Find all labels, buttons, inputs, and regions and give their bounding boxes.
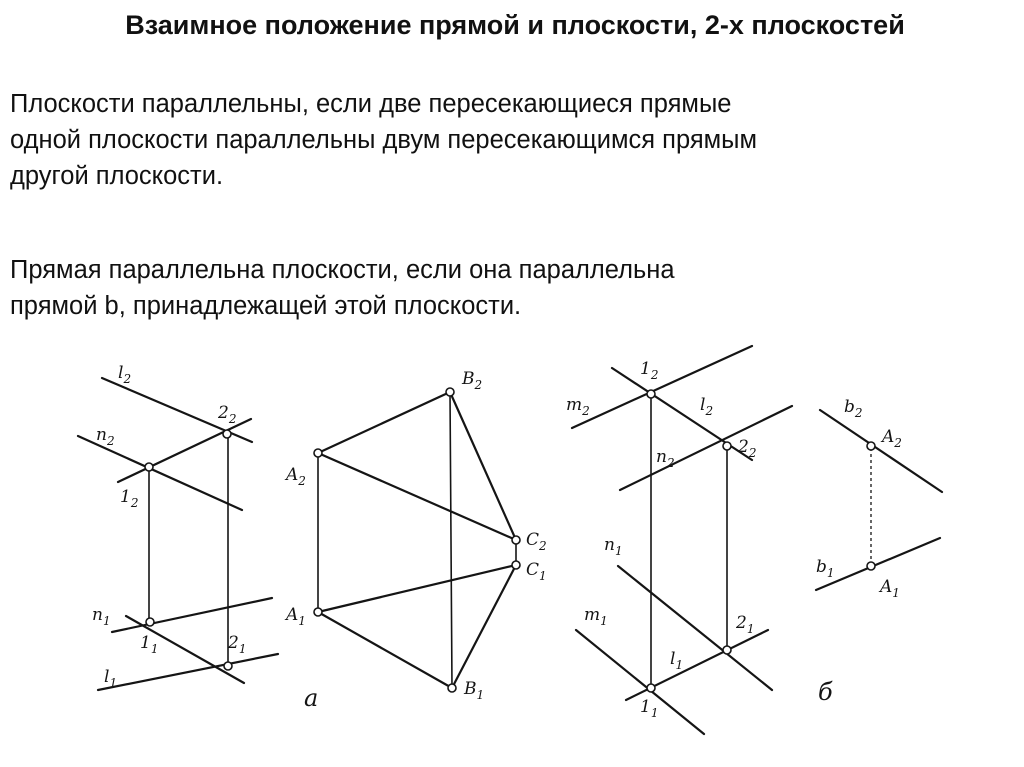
point-1-1 (146, 618, 154, 626)
paragraph-parallel-planes: Плоскости параллельны, если две пересекающиеся прямые одной плоскости параллельны двум пересекающимся прямым другой плоскости. (10, 90, 758, 190)
label-2-1: $2_1$ (228, 633, 247, 656)
label-1-2: $1_2$ (120, 487, 139, 510)
edge-A2-C2 (318, 453, 516, 540)
point-1-2 (647, 390, 655, 398)
label-A2: $A_2$ (882, 427, 902, 450)
point-2-2 (223, 430, 231, 438)
projection-link-B (450, 392, 452, 688)
edge-C1-B1 (452, 565, 516, 688)
label-C2: $C_2$ (526, 530, 547, 553)
line-n2 (78, 436, 242, 510)
point-A2 (314, 449, 322, 457)
label-b2: $b_2$ (844, 397, 863, 420)
label-A1: $A_1$ (286, 605, 306, 628)
line-m2 (572, 346, 752, 428)
edge-A1-B1 (318, 612, 452, 688)
point-A1 (314, 608, 322, 616)
paragraph-line-parallel-plane: Прямая параллельна плоскости, если она параллельна прямой b, принадлежащей этой плоскости. (10, 256, 675, 320)
line-b2 (820, 410, 942, 492)
figure-a-triangle (314, 388, 520, 692)
point-2-1 (224, 662, 232, 670)
line-l2 (620, 406, 792, 490)
label-B2: $B_2$ (462, 369, 483, 392)
point-1-1 (647, 684, 655, 692)
label-n1: $n_1$ (604, 535, 623, 558)
label-1-2: $1_2$ (640, 359, 659, 382)
point-B1 (448, 684, 456, 692)
label-l2: $l_2$ (700, 395, 714, 418)
label-1-1: $1_1$ (640, 697, 659, 720)
figure-a-left-construction (78, 378, 278, 690)
point-1-2 (145, 463, 153, 471)
label-2-2: $2_2$ (218, 403, 237, 426)
point-2-2 (723, 442, 731, 450)
line-l1 (98, 654, 278, 690)
label-l1: $l_1$ (670, 649, 684, 672)
caption-b: б (818, 678, 833, 706)
label-m2: $m_2$ (566, 395, 590, 418)
label-n2: $n_2$ (656, 447, 675, 470)
line-m1 (576, 630, 704, 734)
label-l2: $l_2$ (118, 363, 132, 386)
figure-b-line-b (816, 410, 942, 590)
label-B1: $B_1$ (464, 679, 485, 702)
label-2-2: $2_2$ (738, 437, 757, 460)
label-l1: $l_1$ (104, 667, 118, 690)
label-n2: $n_2$ (96, 425, 115, 448)
point-B2 (446, 388, 454, 396)
label-1-1: $1_1$ (140, 633, 159, 656)
label-A2: $A_2$ (286, 465, 306, 488)
label-C1: $C_1$ (526, 560, 547, 583)
label-2-1: $2_1$ (736, 613, 755, 636)
point-C2 (512, 536, 520, 544)
point-A1 (867, 562, 875, 570)
caption-a: а (304, 684, 319, 712)
line-2-2-to-1-2 (118, 419, 251, 482)
point-2-1 (723, 646, 731, 654)
label-b1: $b_1$ (816, 557, 835, 580)
line-b1 (816, 538, 940, 590)
point-A2 (867, 442, 875, 450)
label-A1: $A_1$ (880, 577, 900, 600)
label-m1: $m_1$ (584, 605, 608, 628)
line-n1 (112, 598, 272, 632)
point-C1 (512, 561, 520, 569)
slide-title: Взаимное положение прямой и плоскости, 2-х плоскостей (125, 10, 905, 40)
label-n1: $n_1$ (92, 605, 111, 628)
edge-A1-C1 (318, 565, 516, 612)
edge-A2-B2 (318, 392, 450, 453)
edge-B2-C2 (450, 392, 516, 540)
